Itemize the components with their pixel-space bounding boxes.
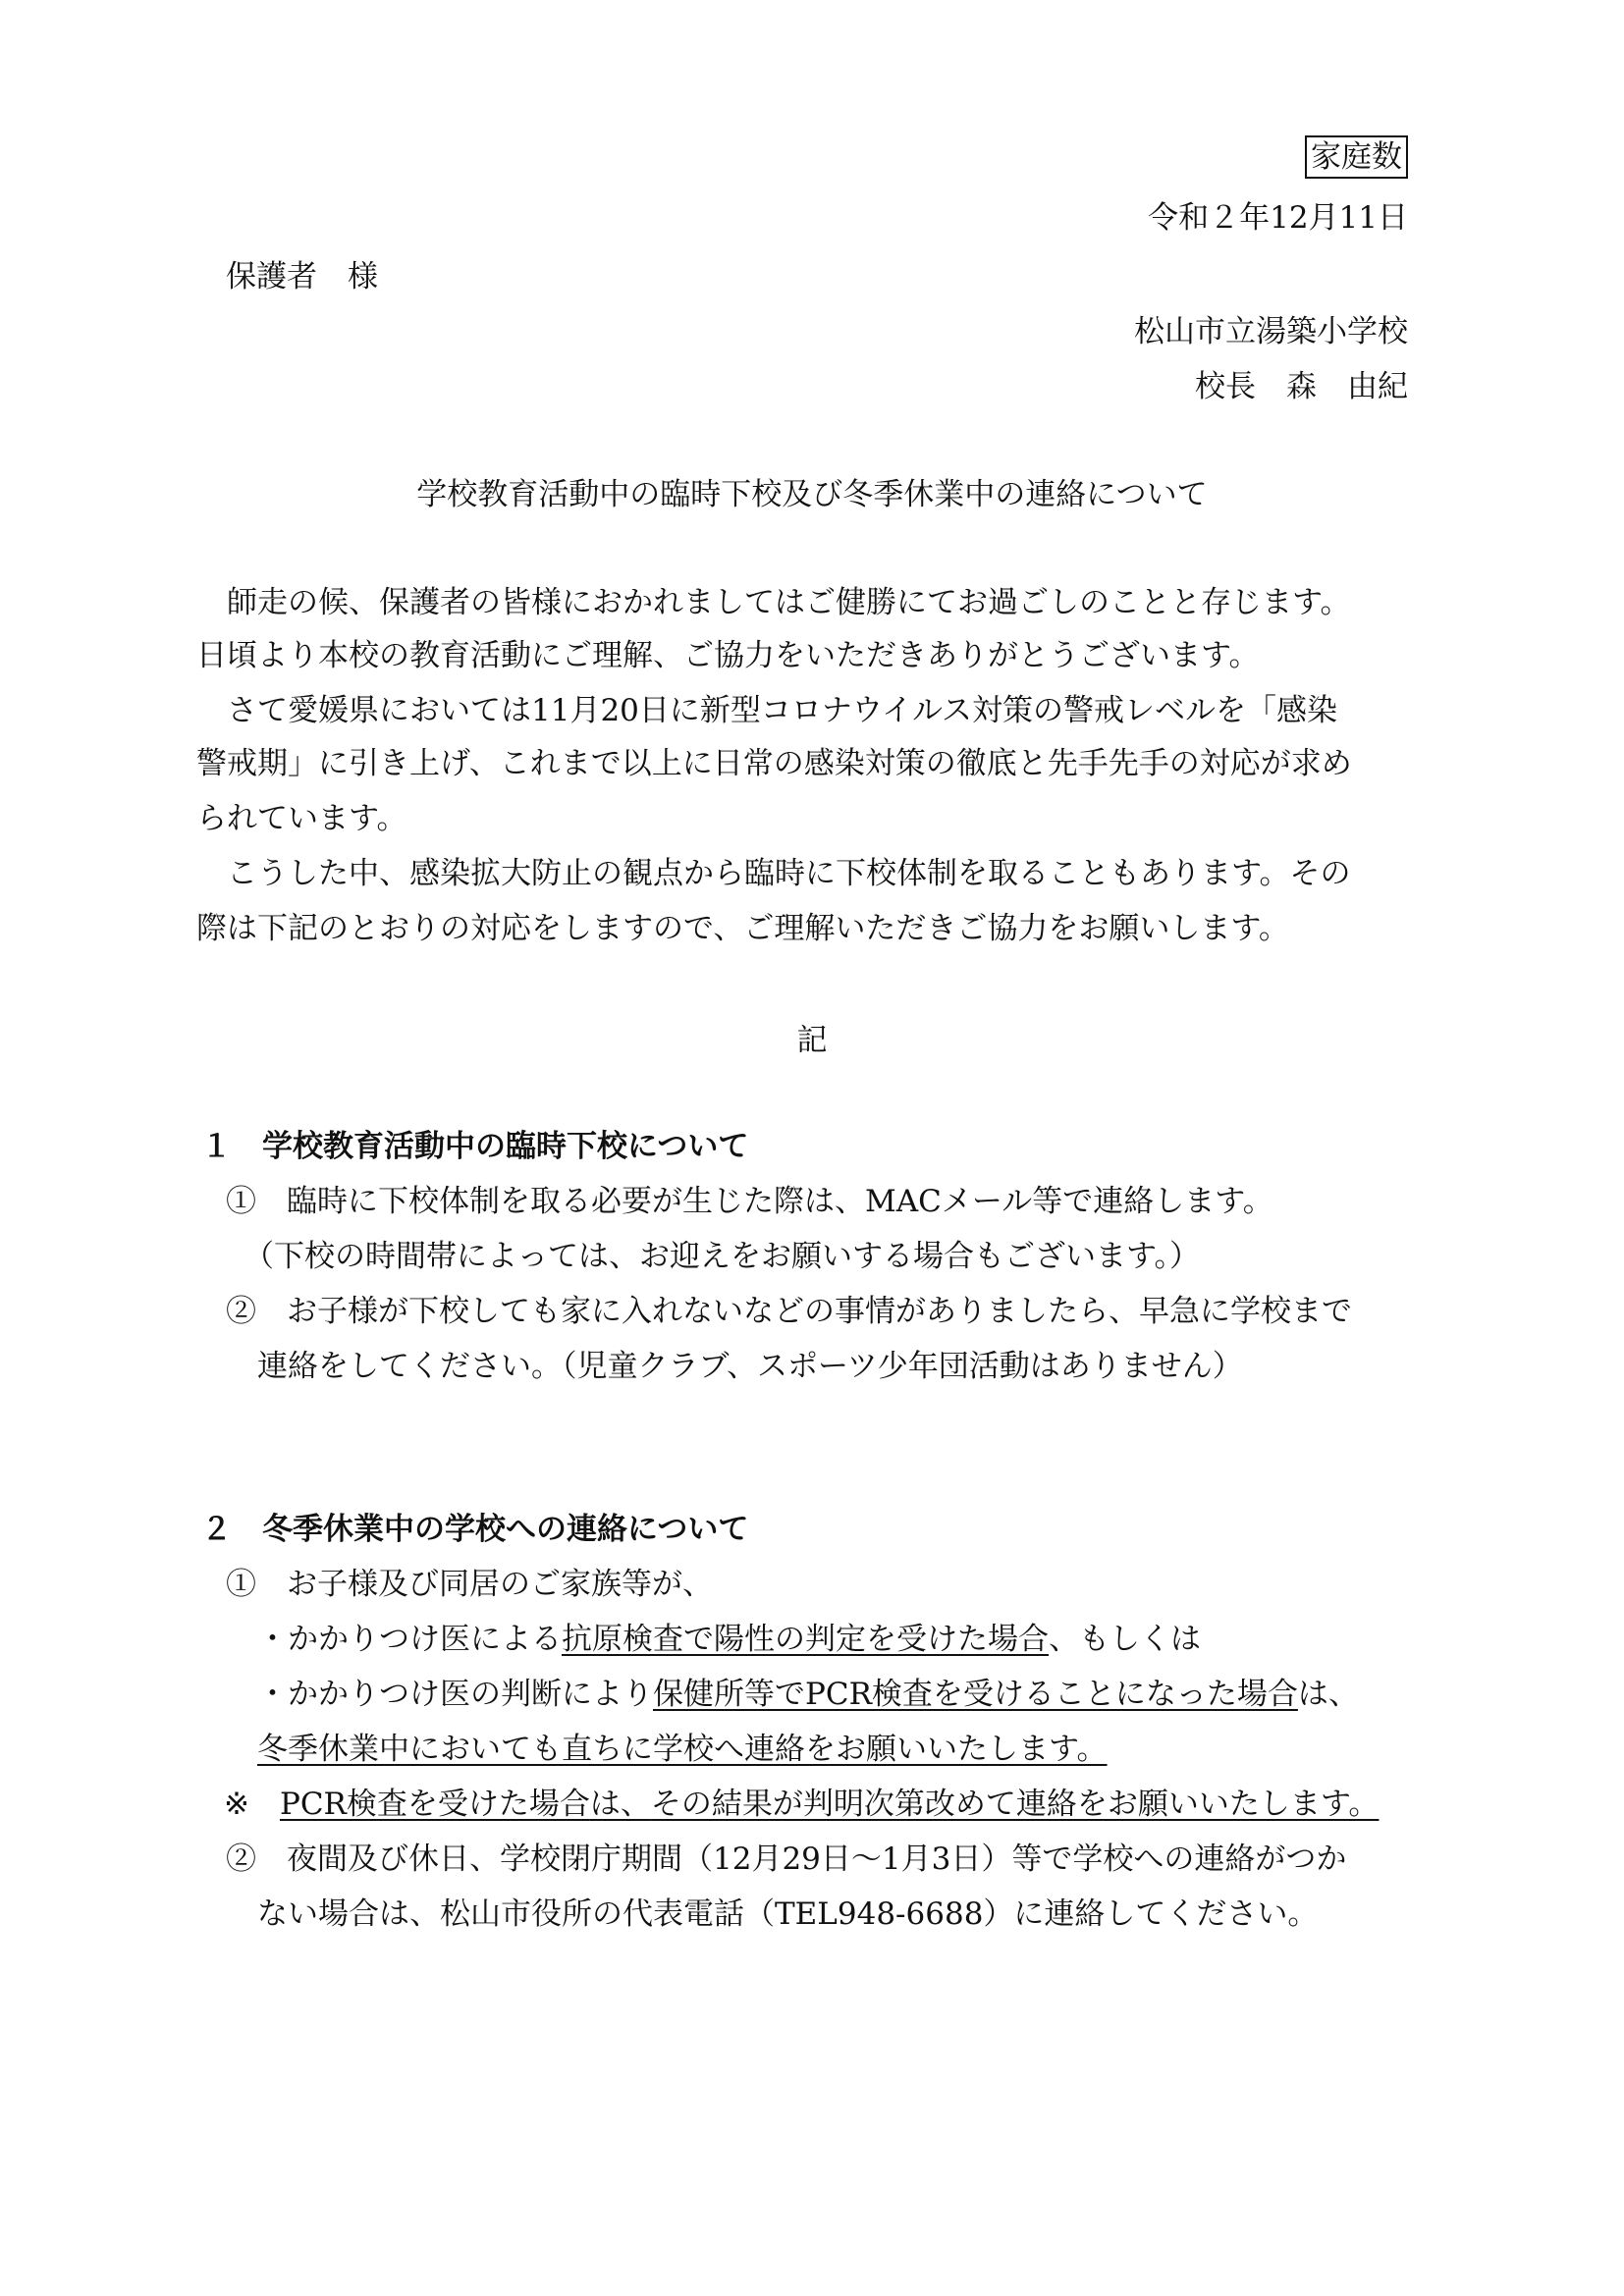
school-name: 松山市立湯築小学校	[1134, 314, 1408, 349]
section-2-item-1: ① お子様及び同居のご家族等が、	[226, 1567, 713, 1602]
section-1-item-1: ① 臨時に下校体制を取る必要が生じた際は、MACメール等で連絡します。	[226, 1184, 1273, 1219]
paragraph-line: さて愛媛県においては11月20日に新型コロナウイルス対策の警戒レベルを「感染	[196, 693, 1338, 728]
document-date: 令和２年12月11日	[1148, 200, 1408, 236]
paragraph-line: 師走の候、保護者の皆様におかれましてはご健勝にてお過ごしのことと存じます。	[196, 585, 1351, 620]
paragraph-line: 際は下記のとおりの対応をしますので、ご理解いただきご協力をお願いします。	[196, 911, 1289, 946]
underlined-condition: 抗原検査で陽性の判定を受けた場合	[562, 1622, 1049, 1657]
document-tag: 家庭数	[1305, 135, 1408, 179]
document-title: 学校教育活動中の臨時下校及び冬季休業中の連絡について	[416, 477, 1208, 512]
section-1-heading: １ 学校教育活動中の臨時下校について	[201, 1129, 749, 1164]
section-2-item-1-conclusion: 冬季休業中においても直ちに学校へ連絡をお願いいたします。	[257, 1732, 1108, 1767]
section-2-item-2-cont: ない場合は、松山市役所の代表電話（TEL948-6688）に連絡してください。	[257, 1896, 1319, 1932]
paragraph-line: こうした中、感染拡大防止の観点から臨時に下校体制を取ることもあります。その	[196, 856, 1351, 891]
section-1-item-2: ② お子様が下校しても家に入れないなどの事情がありましたら、早急に学校まで	[226, 1294, 1352, 1329]
section-2-item-2: ② 夜間及び休日、学校閉庁期間（12月29日～1月3日）等で学校への連絡がつか	[226, 1842, 1347, 1877]
paragraph-line: 警戒期」に引き上げ、これまで以上に日常の感染対策の徹底と先手先手の対応が求め	[196, 746, 1352, 781]
section-2-heading: ２ 冬季休業中の学校への連絡について	[201, 1512, 749, 1547]
underlined-condition: 保健所等でPCR検査を受けることになった場合	[653, 1677, 1298, 1712]
section-1-item-2-cont: 連絡をしてください。（児童クラブ、スポーツ少年団活動はありません）	[257, 1349, 1243, 1384]
bullet-pcr-test: ・かかりつけ医の判断により保健所等でPCR検査を受けることになった場合は、	[257, 1677, 1359, 1712]
section-1-item-1-note: （下校の時間帯によっては、お迎えをお願いする場合もございます。）	[244, 1239, 1201, 1274]
paragraph-line: られています。	[196, 801, 407, 836]
recipient: 保護者 様	[226, 259, 378, 294]
principal-name: 校長 森 由紀	[1195, 369, 1408, 404]
section-2-note: ※ PCR検査を受けた場合は、その結果が判明次第改めて連絡をお願いいたします。	[224, 1787, 1380, 1822]
paragraph-line: 日頃より本校の教育活動にご理解、ご協力をいただきありがとうございます。	[196, 638, 1260, 673]
ki-marker: 記	[796, 1023, 828, 1058]
bullet-antigen-test: ・かかりつけ医による抗原検査で陽性の判定を受けた場合、もしくは	[257, 1622, 1201, 1657]
